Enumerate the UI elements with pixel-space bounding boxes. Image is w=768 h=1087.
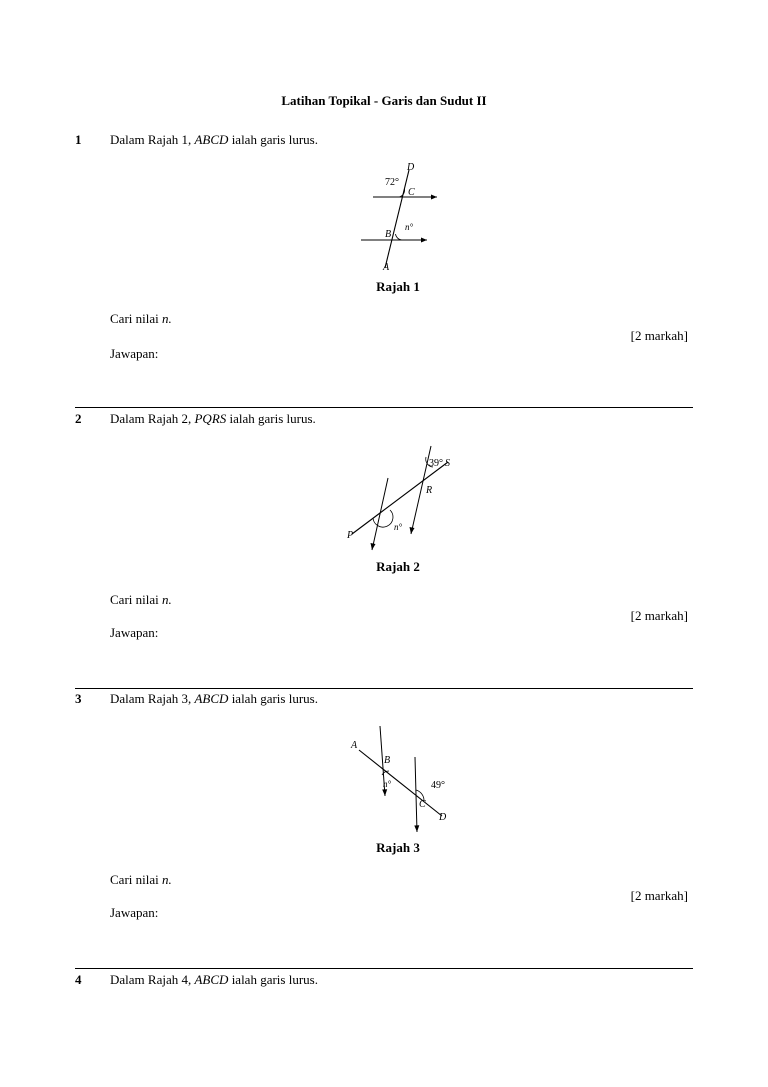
arrowhead-left xyxy=(371,543,376,550)
question-2-instruction xyxy=(110,592,172,608)
question-1-line-name: ABCD xyxy=(194,132,229,147)
figure-caption-3: Rajah 3 xyxy=(376,840,420,855)
question-2-text-suffix: ialah garis lurus. xyxy=(226,411,316,426)
question-3-answer-label: Jawapan: xyxy=(110,905,159,920)
question-3-text xyxy=(110,691,318,707)
question-3-text-prefix: Dalam Rajah 3, xyxy=(110,691,195,706)
angle-arc-n xyxy=(396,234,403,240)
question-3-text-suffix: ialah garis lurus. xyxy=(228,691,318,706)
point-label-p: P xyxy=(347,530,354,541)
arrowhead-left xyxy=(382,789,387,796)
figure-rajah-2 xyxy=(340,440,460,552)
figure-rajah-1 xyxy=(355,158,440,273)
question-2-text-prefix: Dalam Rajah 2, xyxy=(110,411,195,426)
point-label-s: S xyxy=(445,458,450,469)
point-label-b: B xyxy=(384,755,391,766)
angle-label-49: 49° xyxy=(431,780,445,791)
question-2-cari-prefix: Cari nilai xyxy=(110,592,162,607)
question-1-text-prefix: Dalam Rajah 1, xyxy=(110,132,195,147)
question-divider-3 xyxy=(75,968,693,969)
parallel-line-left xyxy=(372,478,388,550)
question-divider-1 xyxy=(75,407,693,408)
point-label-r: R xyxy=(426,485,433,496)
angle-arc-n xyxy=(373,510,393,527)
arrowhead-right xyxy=(410,527,415,534)
point-label-b: B xyxy=(385,229,392,240)
question-1-text xyxy=(110,132,318,148)
question-4-text-suffix: ialah garis lurus. xyxy=(228,972,318,987)
question-1-instruction xyxy=(110,311,172,327)
figure-rajah-3 xyxy=(345,722,455,832)
question-1-cari-prefix: Cari nilai xyxy=(110,311,162,326)
point-label-d: D xyxy=(407,162,415,173)
question-4-line-name: ABCD xyxy=(194,972,229,987)
question-3-marks: [2 markah] xyxy=(630,888,688,903)
question-3-instruction xyxy=(110,872,172,888)
question-3-cari-prefix: Cari nilai xyxy=(110,872,162,887)
question-2-variable: n. xyxy=(162,592,172,607)
figure-caption-2: Rajah 2 xyxy=(376,559,420,574)
question-3-line-name: ABCD xyxy=(194,691,229,706)
question-3-variable: n. xyxy=(162,872,172,887)
question-1-text-suffix: ialah garis lurus. xyxy=(228,132,318,147)
figure-caption-1: Rajah 1 xyxy=(376,279,420,294)
question-1-answer-label: Jawapan: xyxy=(110,346,159,361)
point-label-a: A xyxy=(351,740,358,751)
arrowhead-right xyxy=(414,825,419,832)
question-1-variable: n. xyxy=(162,311,172,326)
question-1-marks: [2 markah] xyxy=(630,328,688,343)
angle-label-72: 72° xyxy=(385,177,399,188)
question-4-number: 4 xyxy=(75,972,82,987)
angle-label-n: n° xyxy=(394,522,403,532)
question-2-number: 2 xyxy=(75,411,82,426)
arrowhead-lower xyxy=(421,238,427,243)
question-2-line-name: PQRS xyxy=(194,411,227,426)
angle-label-39: 39° xyxy=(429,458,443,469)
question-3-number: 3 xyxy=(75,691,82,706)
point-label-a: A xyxy=(383,262,390,273)
angle-label-n: n° xyxy=(405,222,414,232)
question-1-number: 1 xyxy=(75,132,82,147)
point-label-c: C xyxy=(419,799,426,810)
page-title: Latihan Topikal - Garis dan Sudut II xyxy=(281,93,487,108)
point-label-c: C xyxy=(408,187,415,198)
question-4-text-prefix: Dalam Rajah 4, xyxy=(110,972,195,987)
arrowhead-upper xyxy=(431,195,437,200)
transversal-ad xyxy=(359,750,442,816)
angle-label-n: n° xyxy=(383,779,392,789)
question-2-marks: [2 markah] xyxy=(630,608,688,623)
question-2-answer-label: Jawapan: xyxy=(110,625,159,640)
question-4-text xyxy=(110,972,318,988)
point-label-d: D xyxy=(439,812,447,823)
question-2-text xyxy=(110,411,316,427)
question-divider-2 xyxy=(75,688,693,689)
